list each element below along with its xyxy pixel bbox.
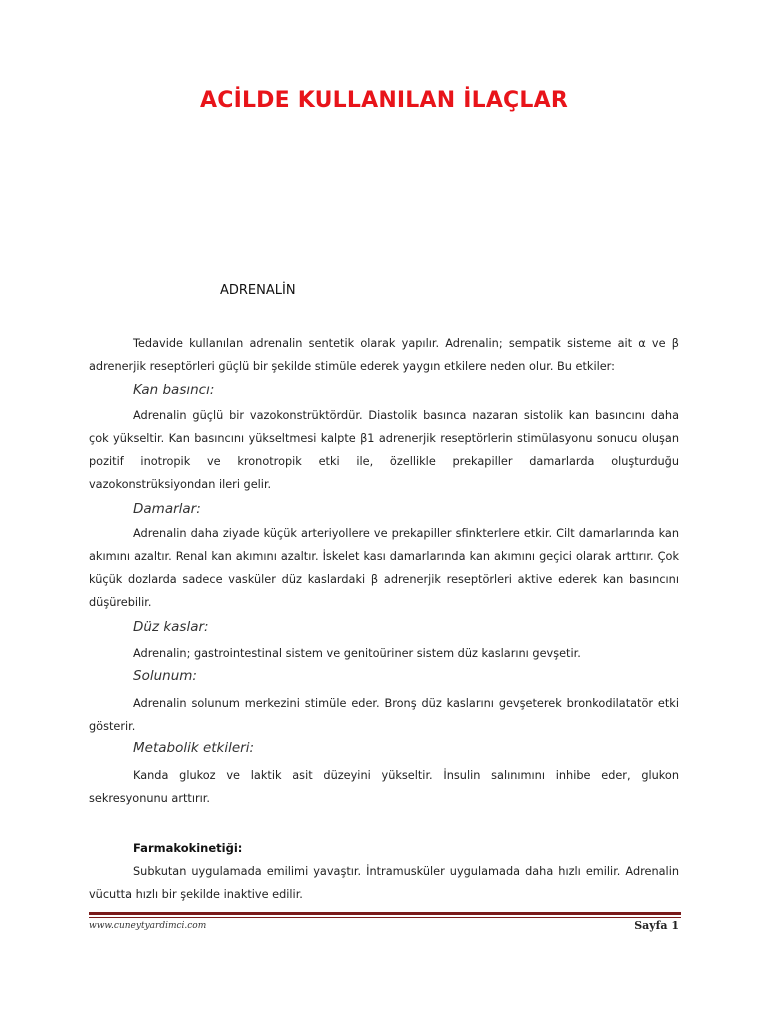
- subheading-solunum: Solunum:: [133, 668, 197, 684]
- subheading-kan-basinci: Kan basıncı:: [133, 382, 215, 398]
- paragraph-farmakokinetik: Subkutan uygulamada emilimi yavaştır. İntramusküler uygulamada daha hızlı emilir. Adrenalin vücutta hızlı bir şekilde inaktive edilir.: [89, 865, 679, 901]
- subheading-damarlar: Damarlar:: [133, 501, 201, 517]
- page-title: ACİLDE KULLANILAN İLAÇLAR: [200, 88, 568, 113]
- paragraph-solunum: Adrenalin solunum merkezini stimüle eder. Bronş düz kaslarını gevşeterek bronkodilatatör etki gösterir.: [89, 697, 679, 733]
- footer-website: www.cuneytyardimci.com: [89, 921, 207, 931]
- paragraph-damarlar: Adrenalin daha ziyade küçük arteriyollere ve prekapiller sfinkterlere etkir. Cilt damarlarında kan akımını azaltır. Renal kan akımını azaltır. İskelet kası damarlarında kan akımını geçici olarak arttırır. Çok küçük dozlarda sadece vasküler düz kaslardaki β adrenerjik reseptörleri aktive ederek kan basıncını düşürebilir.: [89, 527, 679, 609]
- intro-paragraph: Tedavide kullanılan adrenalin sentetik olarak yapılır. Adrenalin; sempatik sisteme ait α ve β adrenerjik reseptörleri güçlü bir şekilde stimüle ederek yaygın etkilere neden olur. Bu etkiler:: [89, 337, 679, 373]
- footer-page-number: Sayfa 1: [634, 919, 679, 932]
- footer-rule-thin: [89, 917, 681, 918]
- subheading-duz-kaslar: Düz kaslar:: [133, 619, 209, 635]
- subheading-farmakokinetik: Farmakokinetiği:: [133, 841, 243, 855]
- paragraph-kan-basinci: Adrenalin güçlü bir vazokonstrüktördür. Diastolik basınca nazaran sistolik kan basıncını daha çok yükseltir. Kan basıncını yükseltmesi kalpte β1 adrenerjik reseptörlerin stimülasyonu sonucu oluşan pozitif inotropik ve kronotropik etki ile, özellikle prekapiller damarlarda oluşturduğu vazokonstrüksiyondan ileri gelir.: [89, 409, 679, 491]
- paragraph-metabolik: Kanda glukoz ve laktik asit düzeyini yükseltir. İnsulin salınımını inhibe eder, glukon sekresyonunu arttırır.: [89, 769, 679, 805]
- subheading-metabolik: Metabolik etkileri:: [133, 740, 255, 756]
- paragraph-duz-kaslar: Adrenalin; gastrointestinal sistem ve genitoüriner sistem düz kaslarını gevşetir.: [133, 647, 581, 660]
- footer-rule-thick: [89, 912, 681, 915]
- section-heading: ADRENALİN: [220, 283, 296, 298]
